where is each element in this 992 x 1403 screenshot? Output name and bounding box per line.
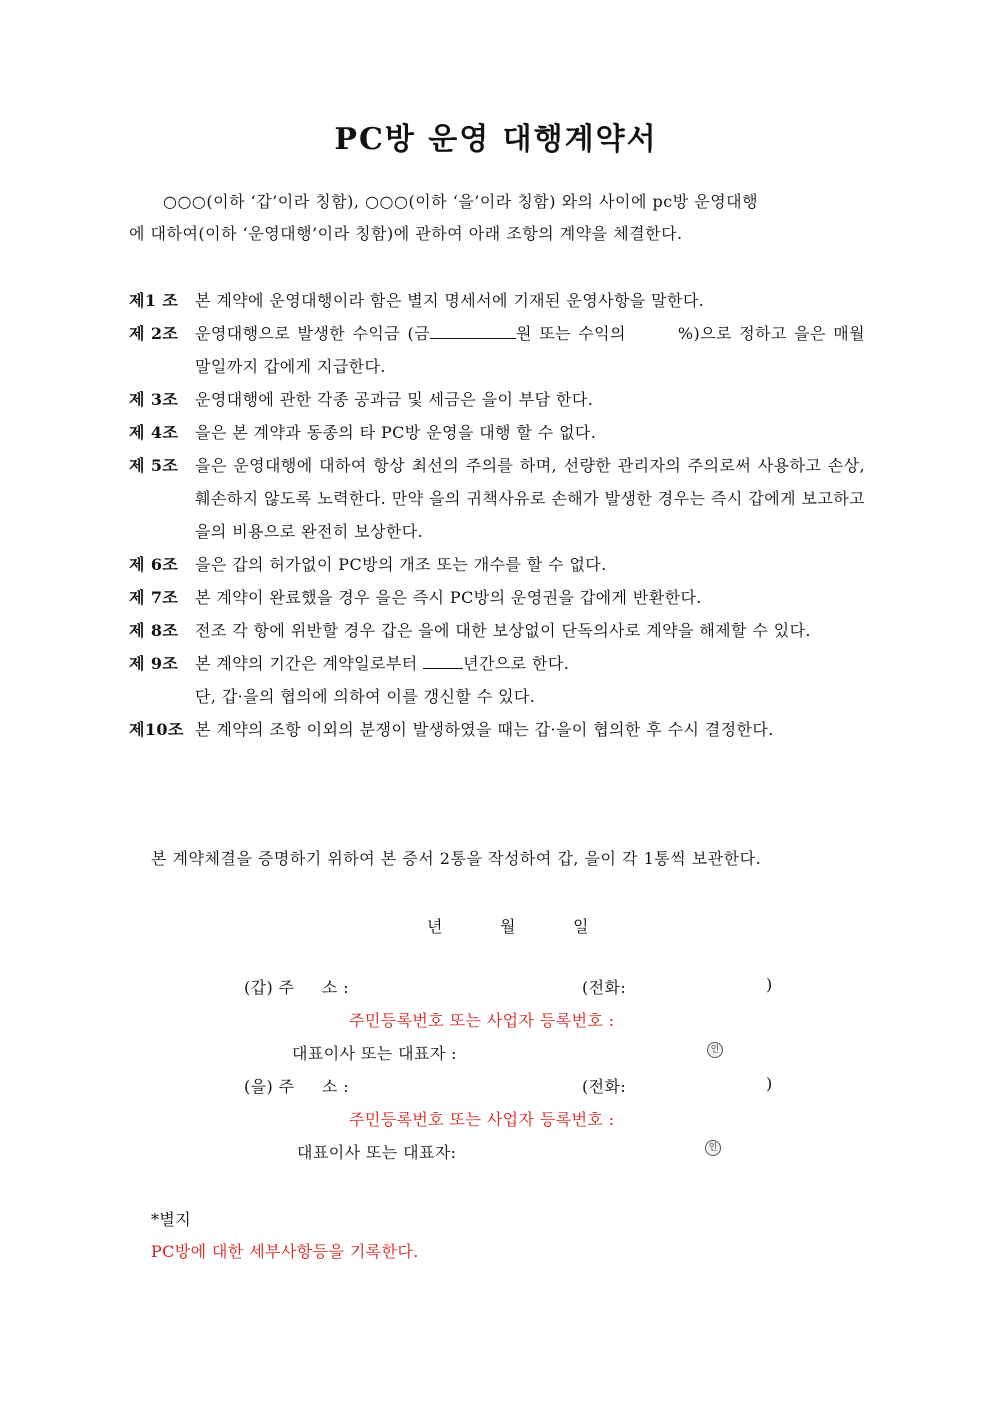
article-number: 제 5조 [129, 456, 179, 475]
article-number: 제 4조 [129, 423, 179, 442]
closing-statement: 본 계약체결을 증명하기 위하여 본 증서 2통을 작성하여 갑, 을이 각 1통씩 보관한다. [151, 849, 762, 868]
article-5 [129, 449, 865, 548]
party-b-phone-label: (전화: [582, 1077, 627, 1096]
article-number: 제 8조 [129, 621, 179, 640]
article-1 [129, 284, 865, 317]
article-text: 본 계약의 조항 이외의 분쟁이 발생하였을 때는 갑·을이 협의한 후 수시 결정한다. [195, 720, 774, 739]
article-text-continued: 단, 갑·을의 협의에 의하여 이를 갱신할 수 있다. [195, 687, 536, 706]
party-a-phone-label: (전화: [582, 978, 627, 997]
party-b-phone-close: ) [766, 1074, 773, 1093]
seal-icon: 인 [705, 1140, 721, 1156]
party-b-rep-label: 대표이사 또는 대표자: [297, 1143, 457, 1162]
article-6 [129, 548, 865, 581]
seal-icon: 인 [707, 1042, 723, 1058]
article-number: 제1 조 [129, 291, 179, 310]
party-a-address-label: (갑) 주 소 : [244, 978, 350, 997]
article-number: 제 6조 [129, 555, 179, 574]
document-title: PC방 운영 대행계약서 [334, 122, 658, 157]
article-text: 운영대행에 관한 각종 공과금 및 세금은 을이 부담 한다. [195, 390, 594, 409]
party-b-id-label: 주민등록번호 또는 사업자 등록번호 : [349, 1110, 615, 1129]
article-text: 본 계약이 완료했을 경우 을은 즉시 PC방의 운영권을 갑에게 반환한다. [195, 588, 702, 607]
article-7 [129, 581, 865, 614]
article-list [129, 284, 865, 746]
article-text: 본 계약의 기간은 계약일로부터 년간으로 한다. [195, 654, 570, 673]
article-text: 을은 갑의 허가없이 PC방의 개조 또는 개수를 할 수 없다. [195, 555, 607, 574]
term-years-blank[interactable] [423, 652, 463, 669]
article-number: 제 7조 [129, 588, 179, 607]
date-year: 년 [427, 917, 443, 936]
party-a-id-label: 주민등록번호 또는 사업자 등록번호 : [349, 1011, 615, 1030]
appendix-label: *별지 [151, 1210, 192, 1229]
party-b-address-label: (을) 주 소 : [244, 1077, 350, 1096]
appendix-note: PC방에 대한 세부사항등을 기록한다. [151, 1242, 419, 1261]
article-text: 운영대행으로 발생한 수익금 (금 원 또는 수익의 %)으로 정하고 을은 매월 말일까지 갑에게 지급한다. [195, 324, 865, 376]
article-2 [129, 317, 865, 383]
intro-line-1: ○○○(이하 ‘갑’이라 칭함), ○○○(이하 ‘을’이라 칭함) 와의 사이에 pc방 운영대행 [163, 192, 759, 211]
intro-line-2: 에 대하여(이하 ‘운영대행’이라 칭함)에 관하여 아래 조항의 계약을 체결한다. [129, 224, 683, 243]
party-a-rep-label: 대표이사 또는 대표자 : [292, 1044, 457, 1063]
amount-blank[interactable] [430, 322, 516, 339]
article-number: 제 2조 [129, 324, 179, 343]
intro-paragraph [129, 186, 865, 250]
article-3 [129, 383, 865, 416]
article-10 [129, 713, 865, 746]
article-8 [129, 614, 865, 647]
article-text: 을은 본 계약과 동종의 타 PC방 운영을 대행 할 수 없다. [195, 423, 597, 442]
article-number: 제 3조 [129, 390, 179, 409]
article-text: 을은 운영대행에 대하여 항상 최선의 주의를 하며, 선량한 관리자의 주의로써 사용하고 손상, 훼손하지 않도록 노력한다. 만약 을의 귀책사유로 손해가 발생한 경우는 즉시 갑에게 보고하고 을의 비용으로 완전히 보상한다. [195, 456, 865, 541]
date-month: 월 [500, 917, 516, 936]
date-day: 일 [573, 917, 589, 936]
article-text: 본 계약에 운영대행이라 함은 별지 명세서에 기재된 운영사항을 말한다. [195, 291, 705, 310]
article-number: 제10조 [129, 720, 184, 739]
article-4 [129, 416, 865, 449]
party-a-phone-close: ) [766, 975, 773, 994]
article-number: 제 9조 [129, 654, 179, 673]
article-text: 전조 각 항에 위반할 경우 갑은 을에 대한 보상없이 단독의사로 계약을 해제할 수 있다. [195, 621, 811, 640]
article-9 [129, 647, 865, 713]
